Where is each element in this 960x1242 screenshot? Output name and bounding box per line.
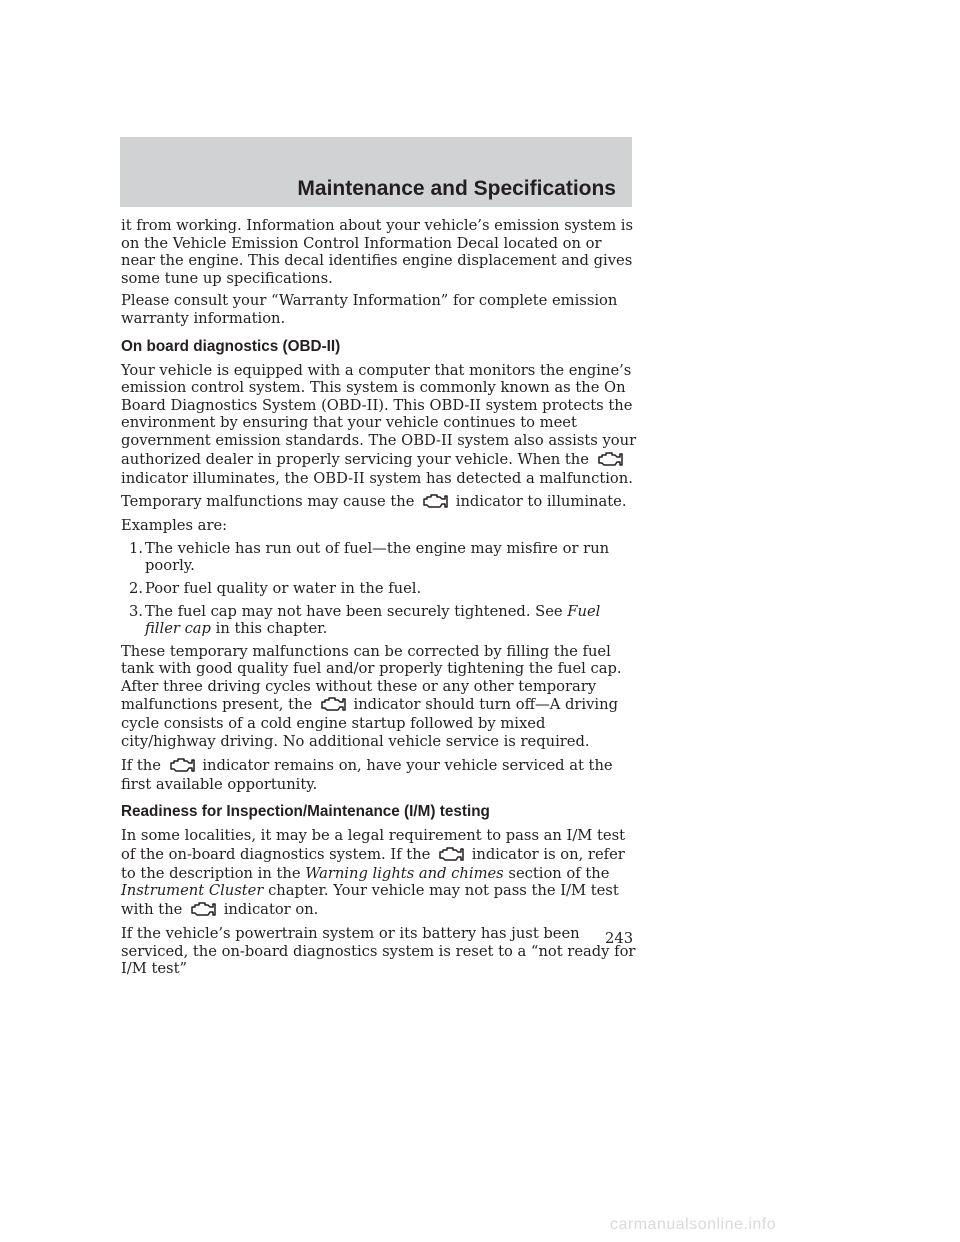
check-engine-icon (437, 845, 465, 865)
section-header-band (120, 137, 632, 207)
obd-heading: On board diagnostics (OBD-II) (121, 337, 341, 355)
page-content (121, 217, 637, 983)
section-title: Maintenance and Specifications (297, 177, 616, 200)
list-item: 1. The vehicle has run out of fuel—the engine may misfire or run poorly. (129, 539, 610, 575)
check-engine-icon (421, 492, 449, 512)
obd-paragraph-4: These temporary malfunctions can be corrected by filling the fuel tank with good quality fuel and/or properly tightening the fuel cap. After three driving cycles without these or any other temporary malfunctions present, the indicator should turn off—A driving cycle consists of a cold engine startup followed by mixed city/highway driving. No additional vehicle service is required. (121, 642, 622, 751)
check-engine-icon (596, 450, 624, 470)
check-engine-icon (168, 756, 196, 776)
obd-paragraph-1: Your vehicle is equipped with a computer that monitors the engine’s emission control system. This system is commonly known as the On Board Diagnostics System (OBD-II). This OBD-II system protects the environment by ensuring that your vehicle continues to meet government emission standards. The OBD-II system also assists your authorized dealer in properly servicing your vehicle. When the indicator illuminates, the OBD-II system has detected a malfunction. (121, 361, 637, 487)
check-engine-icon (189, 900, 217, 920)
obd-paragraph-2: Temporary malfunctions may cause the indicator to illuminate. (121, 493, 627, 511)
im-paragraph-1: In some localities, it may be a legal requirement to pass an I/M test of the on-board diagnostics system. If the indicator is on, refer to the description in the Warning lights and chimes section of the Instrument Cluster chapter. Your vehicle may not pass the I/M test with the indicator on. (121, 827, 626, 919)
intro-paragraph-1: it from working. Information about your vehicle’s emission system is on the Vehicle Emission Control Information Decal located on or near the engine. This decal identifies engine displacement and gives some tune up specifications. (121, 217, 634, 287)
list-item: 2. Poor fuel quality or water in the fuel. (129, 579, 422, 597)
im-paragraph-2: If the vehicle’s powertrain system or its battery has just been serviced, the on-board diagnostics system is reset to a “not ready for I/M test” (121, 925, 636, 978)
cross-reference: Instrument Cluster (121, 882, 264, 900)
cross-reference: Warning lights and chimes (305, 864, 504, 882)
list-item: 3. The fuel cap may not have been securely tightened. See Fuel filler cap in this chapter. (129, 602, 601, 638)
intro-paragraph-2: Please consult your “Warranty Information” for complete emission warranty information. (121, 292, 618, 327)
check-engine-icon (319, 695, 347, 715)
im-heading: Readiness for Inspection/Maintenance (I/M) testing (121, 803, 490, 821)
watermark: carmanualsonline.info (610, 1216, 777, 1233)
obd-paragraph-5: If the indicator remains on, have your vehicle serviced at the first available opportunity. (121, 756, 613, 793)
cross-reference: Fuel filler cap (145, 602, 601, 638)
page-number: 243 (605, 930, 634, 947)
obd-paragraph-3: Examples are: (121, 517, 228, 535)
